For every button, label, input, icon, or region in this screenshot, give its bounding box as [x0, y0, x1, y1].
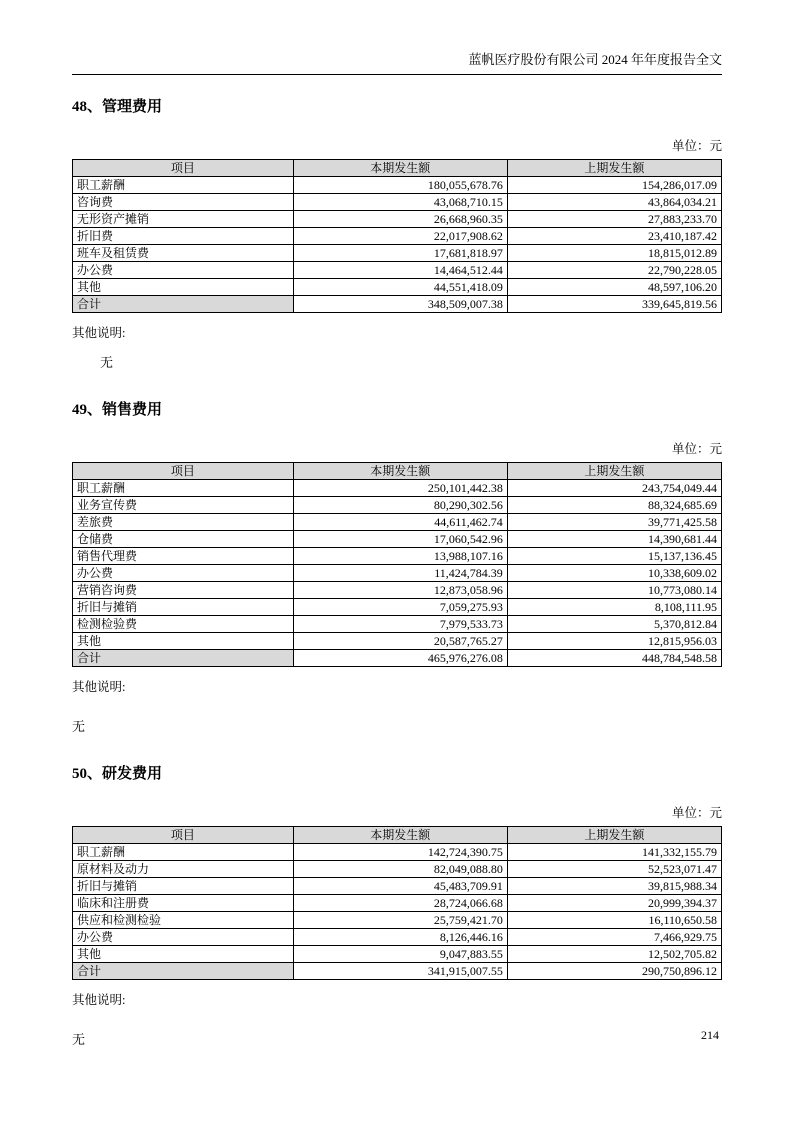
amount-cell: 18,815,012.89 [507, 245, 721, 262]
table-row [73, 599, 722, 616]
total-row [73, 296, 722, 313]
table-row [73, 912, 722, 929]
col-header-item: 项目 [73, 827, 294, 844]
amount-cell: 44,611,462.74 [293, 514, 507, 531]
amount-cell: 180,055,678.76 [293, 177, 507, 194]
total-label-cell: 合计 [73, 963, 294, 980]
item-name-cell: 办公费 [73, 929, 294, 946]
item-name-cell: 仓储费 [73, 531, 294, 548]
other-note-value: 无 [72, 719, 86, 734]
col-header-current-period: 本期发生额 [293, 160, 507, 177]
other-note-value: 无 [100, 355, 114, 370]
table-row [73, 565, 722, 582]
expense-section [72, 95, 722, 371]
table-row [73, 211, 722, 228]
unit-label: 单位：元 [671, 139, 722, 153]
amount-cell: 348,509,007.38 [293, 296, 507, 313]
col-header-prior-period: 上期发生额 [507, 827, 721, 844]
item-name-cell: 班车及租赁费 [73, 245, 294, 262]
table-row [73, 895, 722, 912]
table-row [73, 929, 722, 946]
table-row [73, 497, 722, 514]
amount-cell: 250,101,442.38 [293, 480, 507, 497]
item-name-cell: 折旧与摊销 [73, 878, 294, 895]
other-note-value: 无 [72, 1032, 86, 1047]
amount-cell: 339,645,819.56 [507, 296, 721, 313]
amount-cell: 8,108,111.95 [507, 599, 721, 616]
total-label-cell: 合计 [73, 650, 294, 667]
amount-cell: 22,017,908.62 [293, 228, 507, 245]
amount-cell: 28,724,066.68 [293, 895, 507, 912]
amount-cell: 88,324,685.69 [507, 497, 721, 514]
amount-cell: 465,976,276.08 [293, 650, 507, 667]
amount-cell: 52,523,071.47 [507, 861, 721, 878]
expense-table [72, 159, 722, 313]
table-row [73, 177, 722, 194]
table-row [73, 279, 722, 296]
amount-cell: 142,724,390.75 [293, 844, 507, 861]
table-row [73, 633, 722, 650]
sections-container [72, 95, 722, 1048]
amount-cell: 20,587,765.27 [293, 633, 507, 650]
amount-cell: 448,784,548.58 [507, 650, 721, 667]
amount-cell: 5,370,812.84 [507, 616, 721, 633]
total-label-cell: 合计 [73, 296, 294, 313]
expense-table [72, 826, 722, 980]
table-row [73, 861, 722, 878]
page-content [72, 0, 722, 1048]
table-row [73, 946, 722, 963]
amount-cell: 27,883,233.70 [507, 211, 721, 228]
amount-cell: 15,137,136.45 [507, 548, 721, 565]
section-heading: 48、管理费用 [72, 99, 163, 115]
table-header-row [73, 827, 722, 844]
document-header-title: 蓝帆医疗股份有限公司 2024 年年度报告全文 [72, 0, 722, 75]
amount-cell: 25,759,421.70 [293, 912, 507, 929]
other-note-label: 其他说明: [72, 680, 126, 694]
amount-cell: 7,466,929.75 [507, 929, 721, 946]
amount-cell: 43,068,710.15 [293, 194, 507, 211]
page-number: 214 [701, 1028, 719, 1042]
col-header-prior-period: 上期发生额 [507, 160, 721, 177]
amount-cell: 10,338,609.02 [507, 565, 721, 582]
item-name-cell: 办公费 [73, 565, 294, 582]
table-row [73, 514, 722, 531]
table-row [73, 616, 722, 633]
item-name-cell: 临床和注册费 [73, 895, 294, 912]
col-header-current-period: 本期发生额 [293, 827, 507, 844]
table-row [73, 582, 722, 599]
amount-cell: 12,815,956.03 [507, 633, 721, 650]
table-row [73, 194, 722, 211]
expense-section [72, 762, 722, 1048]
col-header-item: 项目 [73, 463, 294, 480]
amount-cell: 48,597,106.20 [507, 279, 721, 296]
col-header-prior-period: 上期发生额 [507, 463, 721, 480]
other-note-label: 其他说明: [72, 326, 126, 340]
table-row [73, 548, 722, 565]
unit-label: 单位：元 [671, 806, 722, 820]
amount-cell: 7,059,275.93 [293, 599, 507, 616]
item-name-cell: 销售代理费 [73, 548, 294, 565]
table-header-row [73, 160, 722, 177]
amount-cell: 8,126,446.16 [293, 929, 507, 946]
amount-cell: 17,681,818.97 [293, 245, 507, 262]
amount-cell: 9,047,883.55 [293, 946, 507, 963]
other-note-label: 其他说明: [72, 993, 126, 1007]
amount-cell: 13,988,107.16 [293, 548, 507, 565]
item-name-cell: 折旧与摊销 [73, 599, 294, 616]
amount-cell: 14,390,681.44 [507, 531, 721, 548]
item-name-cell: 职工薪酬 [73, 177, 294, 194]
item-name-cell: 其他 [73, 633, 294, 650]
expense-section [72, 398, 722, 735]
item-name-cell: 差旅费 [73, 514, 294, 531]
section-heading: 50、研发费用 [72, 766, 163, 782]
item-name-cell: 原材料及动力 [73, 861, 294, 878]
amount-cell: 17,060,542.96 [293, 531, 507, 548]
table-row [73, 480, 722, 497]
amount-cell: 26,668,960.35 [293, 211, 507, 228]
amount-cell: 44,551,418.09 [293, 279, 507, 296]
amount-cell: 14,464,512.44 [293, 262, 507, 279]
item-name-cell: 职工薪酬 [73, 480, 294, 497]
table-row [73, 878, 722, 895]
item-name-cell: 营销咨询费 [73, 582, 294, 599]
table-header-row [73, 463, 722, 480]
item-name-cell: 办公费 [73, 262, 294, 279]
table-row [73, 245, 722, 262]
amount-cell: 20,999,394.37 [507, 895, 721, 912]
amount-cell: 141,332,155.79 [507, 844, 721, 861]
amount-cell: 10,773,080.14 [507, 582, 721, 599]
amount-cell: 341,915,007.55 [293, 963, 507, 980]
amount-cell: 39,815,988.34 [507, 878, 721, 895]
item-name-cell: 其他 [73, 279, 294, 296]
item-name-cell: 检测检验费 [73, 616, 294, 633]
item-name-cell: 其他 [73, 946, 294, 963]
item-name-cell: 业务宣传费 [73, 497, 294, 514]
amount-cell: 154,286,017.09 [507, 177, 721, 194]
amount-cell: 43,864,034.21 [507, 194, 721, 211]
unit-label: 单位：元 [671, 442, 722, 456]
table-row [73, 844, 722, 861]
amount-cell: 11,424,784.39 [293, 565, 507, 582]
amount-cell: 16,110,650.58 [507, 912, 721, 929]
amount-cell: 45,483,709.91 [293, 878, 507, 895]
amount-cell: 23,410,187.42 [507, 228, 721, 245]
item-name-cell: 折旧费 [73, 228, 294, 245]
section-heading: 49、销售费用 [72, 402, 163, 418]
item-name-cell: 咨询费 [73, 194, 294, 211]
item-name-cell: 职工薪酬 [73, 844, 294, 861]
amount-cell: 12,873,058.96 [293, 582, 507, 599]
amount-cell: 243,754,049.44 [507, 480, 721, 497]
total-row [73, 963, 722, 980]
table-row [73, 228, 722, 245]
amount-cell: 22,790,228.05 [507, 262, 721, 279]
expense-table [72, 462, 722, 667]
amount-cell: 290,750,896.12 [507, 963, 721, 980]
total-row [73, 650, 722, 667]
col-header-item: 项目 [73, 160, 294, 177]
table-row [73, 262, 722, 279]
col-header-current-period: 本期发生额 [293, 463, 507, 480]
table-row [73, 531, 722, 548]
amount-cell: 39,771,425.58 [507, 514, 721, 531]
amount-cell: 7,979,533.73 [293, 616, 507, 633]
amount-cell: 82,049,088.80 [293, 861, 507, 878]
amount-cell: 80,290,302.56 [293, 497, 507, 514]
amount-cell: 12,502,705.82 [507, 946, 721, 963]
item-name-cell: 供应和检测检验 [73, 912, 294, 929]
item-name-cell: 无形资产摊销 [73, 211, 294, 228]
